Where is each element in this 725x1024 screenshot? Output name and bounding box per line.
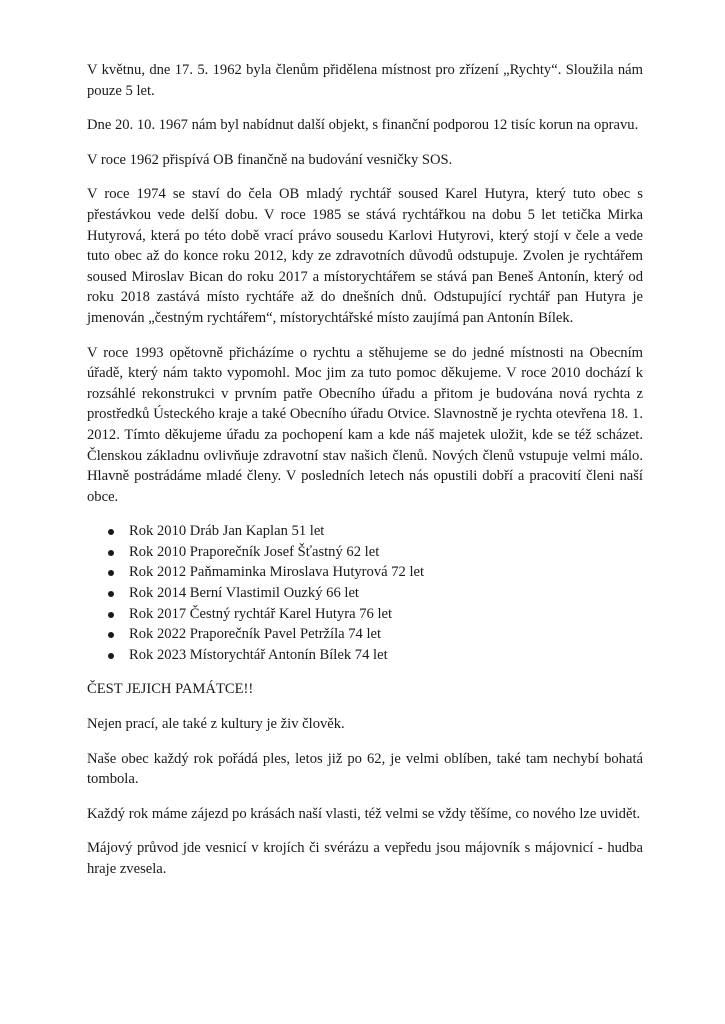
- list-item: [129, 624, 643, 645]
- bullet-icon: [108, 529, 114, 535]
- memorial-tribute: ČEST JEJICH PAMÁTCE!!: [87, 681, 254, 698]
- bullet-icon: [108, 612, 114, 618]
- list-item: [129, 645, 643, 666]
- bullet-icon: [108, 591, 114, 597]
- bullet-icon: [108, 550, 114, 556]
- paragraph-trip: Každý rok máme zájezd po krásách naší vlasti, též velmi se vždy těšíme, co nového lze uvidět.: [87, 805, 641, 822]
- paragraph-culture: Nejen prací, ale také z kultury je živ člověk.: [87, 716, 345, 733]
- list-item-text: Rok 2010 Praporečník Josef Šťastný 62 let: [129, 543, 380, 560]
- list-item-text: Rok 2012 Paňmaminka Miroslava Hutyrová 72 let: [129, 564, 425, 581]
- bullet-icon: [108, 632, 114, 638]
- list-item: [129, 542, 643, 563]
- paragraph-ball: Naše obec každý rok pořádá ples, letos již po 62, je velmi oblíben, také tam nechybí bohatá tombola.: [87, 750, 643, 788]
- list-item: [129, 521, 643, 542]
- list-item-text: Rok 2022 Praporečník Pavel Petržíla 74 let: [129, 626, 382, 643]
- list-item-text: Rok 2010 Dráb Jan Kaplan 51 let: [129, 523, 325, 540]
- bullet-icon: [108, 653, 114, 659]
- paragraph-room-1962: V květnu, dne 17. 5. 1962 byla členům přidělena místnost pro zřízení „Rychty“. Sloužila nám pouze 5 let.: [87, 62, 643, 99]
- paragraph-may-parade: Májový průvod jde vesnicí v krojích či svérázu a vepředu jsou májovník s májovnicí - hudba hraje zvesela.: [87, 840, 643, 877]
- paragraph-rychta-1993: V roce 1993 opětovně přicházíme o rychtu a stěhujeme se do jedné místnosti na Obecním úřadě, který nám takto vypomohl. Moc jim za tuto pomoc děkujeme. V roce 2010 dochází k rozsáhlé rekonstrukci v prvním patře Obecního úřadu a přitom je budována nová rychta z prostředků Ústeckého kraje a také Obecního úřadu Otvice. Slavnostně je rychta otevřena 18. 1. 2012. Tímto děkujeme úřadu za pochopení kam a kde náš majetek uložit, kde se též scházet. Členskou základnu ovlivňuje zdravotní stav našich členů. Nových členů vstupuje velmi málo. Hlavně postrádáme mladé členy. V posledních letech nás opustili dobří a pracovití členi naší obce.: [87, 344, 643, 505]
- list-item-text: Rok 2023 Místorychtář Antonín Bílek 74 let: [129, 646, 388, 663]
- list-item: [129, 583, 643, 604]
- paragraph-object-1967: Dne 20. 10. 1967 nám byl nabídnut další objekt, s finanční podporou 12 tisíc korun na opravu.: [87, 117, 639, 134]
- paragraph-sos-1962: V roce 1962 přispívá OB finančně na budování vesničky SOS.: [87, 151, 453, 168]
- memorial-list: [87, 521, 643, 665]
- list-item: [129, 604, 643, 625]
- document-page: [87, 60, 643, 894]
- list-item-text: Rok 2014 Berní Vlastimil Ouzký 66 let: [129, 585, 359, 602]
- bullet-icon: [108, 570, 114, 576]
- paragraph-rychtar-history: V roce 1974 se staví do čela OB mladý rychtář soused Karel Hutyra, který tuto obec s přestávkou vede delší dobu. V roce 1985 se stává rychtářkou na dobu 5 let tetička Mirka Hutyrová, která po této době vrací právo sousedu Karlovi Hutyrovi, který stojí v čele a vede tuto obec až do konce roku 2012, kdy ze zdravotních důvodů odstupuje. Zvolen je rychtářem soused Miroslav Bican do roku 2017 a místorychtářem se stává pan Beneš Antonín, který od roku 2018 zastává místo rychtáře až do dnešních dnů. Odstupující rychtář pan Hutyra je jmenován „čestným rychtářem“, místorychtářské místo zaujímá pan Antonín Bílek.: [87, 186, 643, 326]
- list-item-text: Rok 2017 Čestný rychtář Karel Hutyra 76 let: [129, 605, 393, 622]
- list-item: [129, 562, 643, 583]
